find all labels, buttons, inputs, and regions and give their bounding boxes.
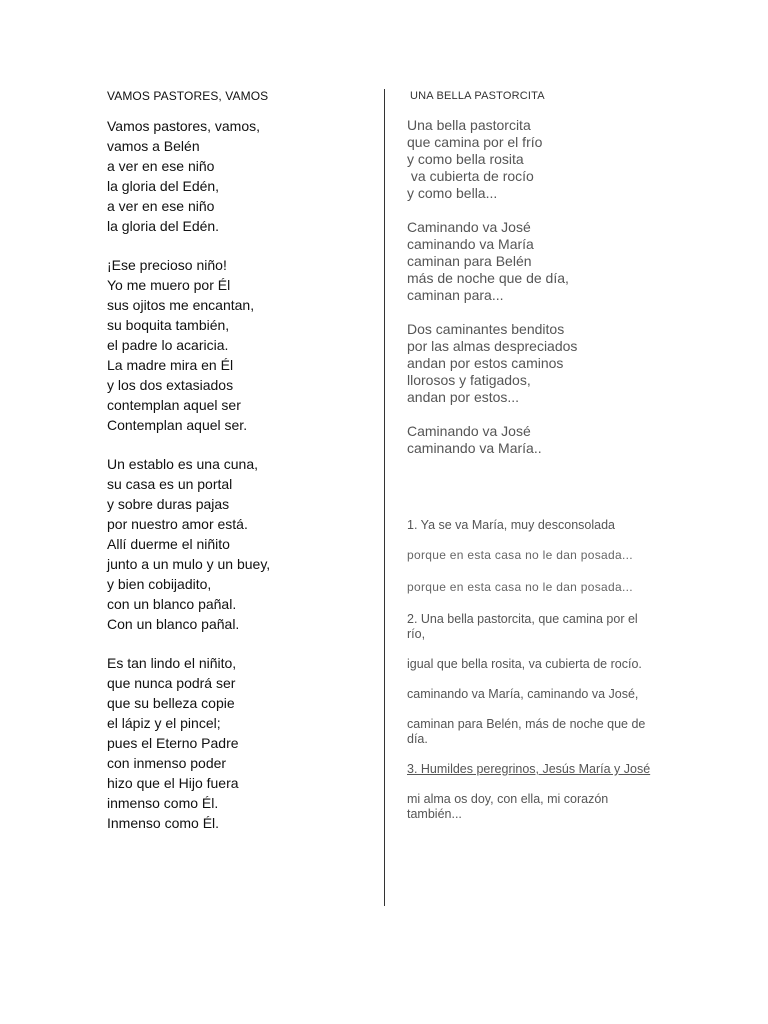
verse-line: y sobre duras pajas	[107, 496, 230, 512]
verse-line: y bien cobijadito,	[107, 576, 212, 592]
verse-line: contemplan aquel ser	[107, 397, 241, 413]
column-divider	[384, 89, 385, 906]
verse-line: su casa es un portal	[107, 476, 233, 492]
verse-line: va cubierta de rocío	[407, 168, 534, 184]
note-item: 2. Una bella pastorcita, que camina por el río,	[407, 612, 638, 641]
verse-line: Con un blanco pañal.	[107, 616, 240, 632]
note-item: 1. Ya se va María, muy desconsolada	[407, 518, 615, 532]
verse-line: su boquita también,	[107, 317, 230, 333]
left-stanza-1	[107, 116, 367, 236]
left-stanza-3	[107, 454, 367, 634]
note-item: porque en esta casa no le dan posada...	[407, 580, 633, 594]
note-item: igual que bella rosita, va cubierta de rocío.	[407, 657, 642, 671]
right-stanza-3	[407, 321, 657, 406]
verse-line: y como bella rosita	[407, 151, 524, 167]
verse-line: Inmenso como Él.	[107, 815, 220, 831]
verse-line: andan por estos...	[407, 389, 520, 405]
right-stanza-4	[407, 423, 657, 457]
verse-line: Contemplan aquel ser.	[107, 417, 248, 433]
verse-line: caminan para...	[407, 287, 504, 303]
verse-line: la gloria del Edén.	[107, 218, 220, 234]
verse-line: andan por estos caminos	[407, 355, 564, 371]
verse-line: con un blanco pañal.	[107, 596, 237, 612]
right-song-column	[407, 89, 657, 837]
verse-line: junto a un mulo y un buey,	[107, 556, 271, 572]
verse-line: la gloria del Edén,	[107, 178, 220, 194]
verse-line: caminando va María	[407, 236, 534, 252]
note-item: caminando va María, caminando va José,	[407, 687, 639, 701]
verse-line: Allí duerme el niñito	[107, 536, 230, 552]
verse-line: por nuestro amor está.	[107, 516, 248, 532]
verse-line: Es tan lindo el niñito,	[107, 655, 237, 671]
right-song-title: UNA BELLA PASTORCITA	[410, 90, 545, 102]
verse-line: vamos a Belén	[107, 138, 200, 154]
verse-line: que nunca podrá ser	[107, 675, 236, 691]
verse-line: que camina por el frío	[407, 134, 543, 150]
verse-line: Un establo es una cuna,	[107, 456, 258, 472]
right-stanza-2	[407, 219, 657, 304]
verse-line: hizo que el Hijo fuera	[107, 775, 239, 791]
verse-line: sus ojitos me encantan,	[107, 297, 255, 313]
right-stanza-1	[407, 117, 657, 202]
verse-line: el lápiz y el pincel;	[107, 715, 221, 731]
verse-line: y como bella...	[407, 185, 498, 201]
verse-line: llorosos y fatigados,	[407, 372, 531, 388]
verse-line: con inmenso poder	[107, 755, 227, 771]
verse-line: y los dos extasiados	[107, 377, 234, 393]
verse-line: a ver en ese niño	[107, 198, 215, 214]
verse-line: Caminando va José	[407, 423, 531, 439]
note-item: caminan para Belén, más de noche que de día.	[407, 717, 646, 746]
verse-line: Vamos pastores, vamos,	[107, 118, 261, 134]
verse-line: el padre lo acaricia.	[107, 337, 229, 353]
left-song-title: VAMOS PASTORES, VAMOS	[107, 89, 269, 103]
left-stanza-4	[107, 653, 367, 833]
verse-line: La madre mira en Él	[107, 357, 234, 373]
note-item-underlined: 3. Humildes peregrinos, Jesús María y José	[407, 762, 651, 776]
verse-line: Una bella pastorcita	[407, 117, 531, 133]
note-item: mi alma os doy, con ella, mi corazón también...	[407, 792, 609, 821]
note-item: porque en esta casa no le dan posada...	[407, 548, 633, 562]
verse-line: caminando va María..	[407, 440, 542, 456]
verse-line: inmenso como Él.	[107, 795, 219, 811]
verse-line: a ver en ese niño	[107, 158, 215, 174]
verse-line: por las almas despreciados	[407, 338, 578, 354]
verse-line: caminan para Belén	[407, 253, 532, 269]
verse-line: que su belleza copie	[107, 695, 235, 711]
verse-line: Dos caminantes benditos	[407, 321, 565, 337]
verse-line: pues el Eterno Padre	[107, 735, 239, 751]
verse-line: ¡Ese precioso niño!	[107, 257, 227, 273]
verse-line: más de noche que de día,	[407, 270, 569, 286]
verse-line: Caminando va José	[407, 219, 531, 235]
left-stanza-2	[107, 255, 367, 435]
left-song-column	[107, 88, 367, 852]
song-notes	[407, 518, 657, 822]
verse-line: Yo me muero por Él	[107, 277, 231, 293]
